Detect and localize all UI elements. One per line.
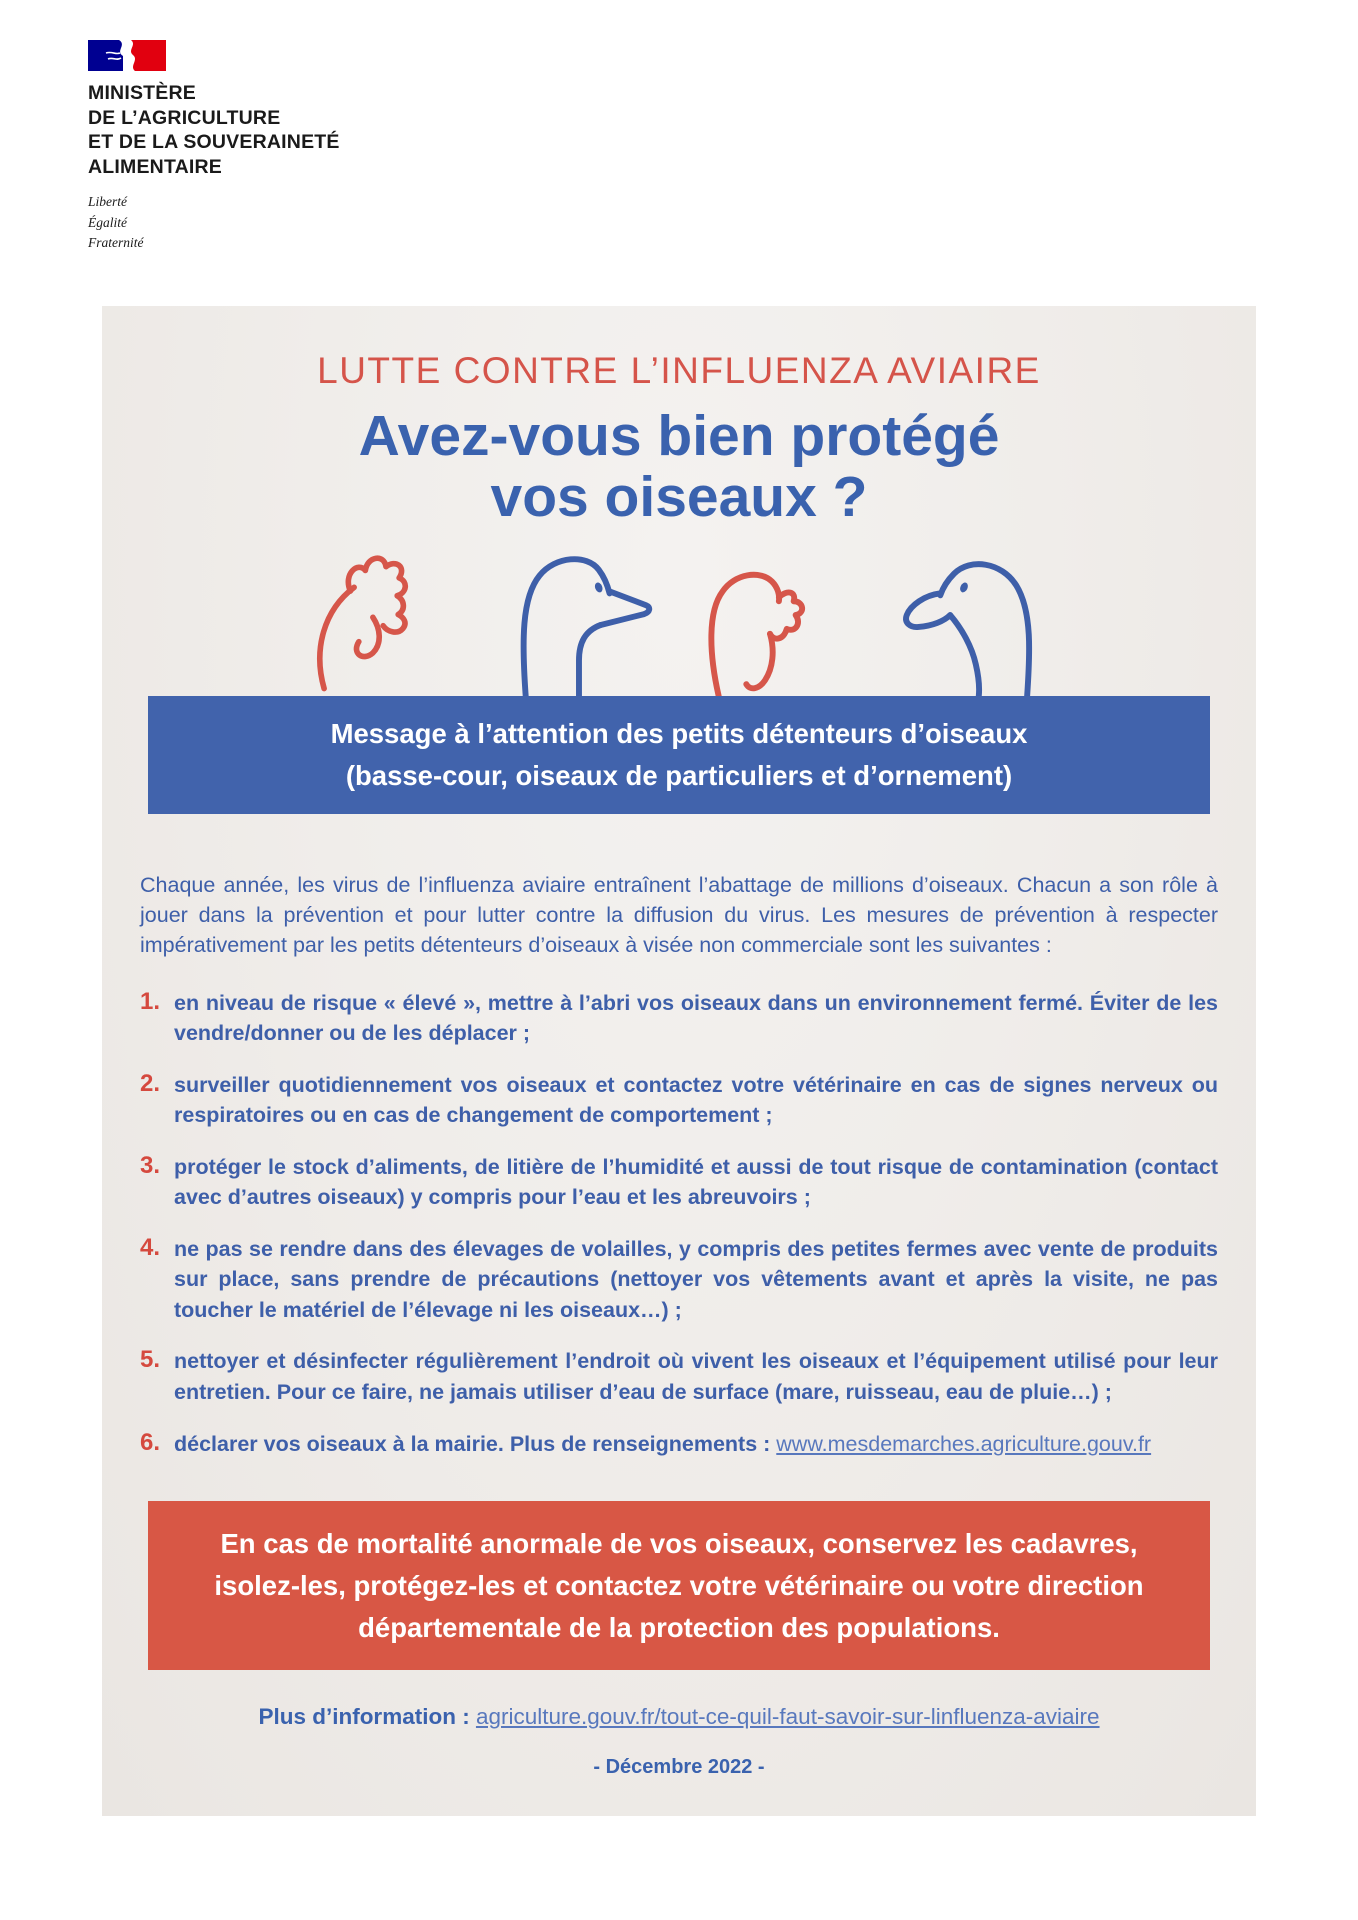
item-text: protéger le stock d’aliments, de litière de l’humidité et aussi de tout risque de contamination (contact avec d’autres oiseaux) y compris pour l’eau et les abreuvoirs ; xyxy=(174,1154,1218,1210)
item-number: 6. xyxy=(140,1428,161,1456)
poster-title: Avez-vous bien protégé vos oiseaux ? xyxy=(358,404,1000,529)
poster-date: - Décembre 2022 - xyxy=(593,1756,765,1779)
turkey-icon xyxy=(694,546,844,696)
french-flag-icon xyxy=(88,40,166,71)
item-text: en niveau de risque « élevé », mettre à l’abri vos oiseaux dans un environnement fermé. Éviter de les vendre/donner ou de les déplacer ; xyxy=(174,990,1218,1046)
poster-kicker: LUTTE CONTRE L’INFLUENZA AVIAIRE xyxy=(317,350,1041,391)
list-item-3 xyxy=(140,1152,1218,1213)
poster-card xyxy=(102,306,1256,1816)
item-text: nettoyer et désinfecter régulièrement l’endroit où vivent les oiseaux et l’équipement utilisé pour leur entretien. Pour ce faire, ne jamais utiliser d’eau de surface (mare, ruisseau, eau de pluie…) ; xyxy=(174,1349,1218,1404)
list-item-5 xyxy=(140,1346,1218,1407)
measures-list xyxy=(140,988,1218,1459)
rooster-icon xyxy=(311,548,461,696)
ministry-logo xyxy=(88,40,340,253)
message-banner: Message à l’attention des petits détenteurs d’oiseaux (basse-cour, oiseaux de particuliers et d’ornement) xyxy=(148,696,1210,814)
list-item-6 xyxy=(140,1429,1218,1460)
list-item-1 xyxy=(140,988,1218,1049)
item-number: 1. xyxy=(140,987,161,1015)
item-number: 4. xyxy=(140,1233,161,1261)
item-number: 3. xyxy=(140,1151,161,1179)
intro-paragraph: Chaque année, les virus de l’influenza aviaire entraînent l’abattage de millions d’oiseaux. Chacun a son rôle à jouer dans la prévention et pour lutter contre la diffusion du virus. Les mesures de prévention à respecter impérativement par les petits détenteurs d’oiseaux à visée non commerciale sont les suivantes : xyxy=(140,872,1218,957)
ministry-motto: Liberté Égalité Fraternité xyxy=(88,194,144,250)
duck-icon xyxy=(878,546,1048,696)
more-info xyxy=(140,1704,1218,1730)
ministry-name: MINISTÈRE DE L’AGRICULTURE ET DE LA SOUVERAINETÉ ALIMENTAIRE xyxy=(88,82,340,178)
birds-illustration xyxy=(140,544,1218,696)
item-text: ne pas se rendre dans des élevages de volailles, y compris des petites fermes avec vente de produits sur place, sans prendre de précautions (nettoyer vos vêtements avant et après la visite, ne pas toucher le matériel de l’élevage ni les oiseaux…) ; xyxy=(174,1236,1218,1322)
list-item-4 xyxy=(140,1234,1218,1326)
alert-box: En cas de mortalité anormale de vos oiseaux, conservez les cadavres, isolez-les, protégez-les et contactez votre vétérinaire ou votre direction départementale de la protection des populations. xyxy=(148,1501,1210,1670)
item-text-lead: déclarer vos oiseaux à la mairie. Plus de renseignements : xyxy=(174,1431,777,1456)
mesdemarches-link[interactable]: www.mesdemarches.agriculture.gouv.fr xyxy=(776,1431,1152,1456)
list-item-2 xyxy=(140,1070,1218,1131)
item-number: 5. xyxy=(140,1346,161,1374)
item-text xyxy=(174,1429,1218,1460)
item-number: 2. xyxy=(140,1069,161,1097)
more-info-label: Plus d’information : xyxy=(258,1704,470,1730)
item-text: surveiller quotidiennement vos oiseaux et contactez votre vétérinaire en cas de signes nerveux ou respiratoires ou en cas de changement de comportement ; xyxy=(174,1072,1218,1128)
goose-icon xyxy=(495,546,660,696)
more-info-link[interactable]: agriculture.gouv.fr/tout-ce-quil-faut-savoir-sur-linfluenza-aviaire xyxy=(475,1704,1100,1730)
